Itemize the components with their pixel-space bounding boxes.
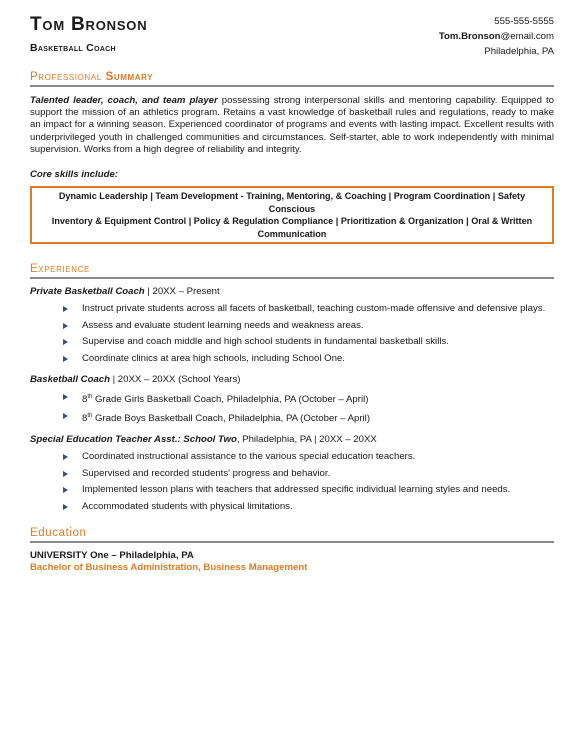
triangle-bullet-icon	[63, 339, 68, 345]
triangle-bullet-icon	[63, 394, 68, 400]
job-title: Private Basketball Coach	[30, 286, 145, 298]
email-address	[439, 29, 554, 44]
job-entry	[30, 434, 554, 513]
job-entry	[30, 286, 554, 365]
email-user: Tom.Bronson	[438, 31, 501, 42]
triangle-bullet-icon	[63, 487, 68, 493]
bullet-text: Coordinate clinics at area high schools, including School One.	[82, 352, 345, 364]
contact-block	[439, 14, 554, 59]
job-title: Special Education Teacher Asst.: School Two	[30, 434, 237, 446]
list-item	[30, 410, 554, 425]
section-divider	[30, 85, 554, 87]
location: Philadelphia, PA	[484, 46, 554, 57]
education-heading: Education	[30, 526, 87, 539]
job-bullets	[30, 391, 554, 426]
summary-lead: Talented leader, coach, and team player	[30, 95, 218, 106]
triangle-bullet-icon	[63, 454, 68, 460]
core-skills-line-2: Inventory & Equipment Control | Policy & Regulation Compliance | Prioritization & Organization | Oral & Written Communication	[51, 216, 533, 239]
bullet-text: Grade Girls Basketball Coach, Philadelphia, PA (October – April)	[92, 393, 369, 405]
email-domain: @email.com	[500, 31, 554, 42]
list-item	[30, 336, 554, 348]
section-divider	[30, 277, 554, 279]
summary-heading-bold: Summary	[105, 71, 154, 83]
grade-number: 8	[82, 393, 88, 405]
list-item	[30, 451, 554, 463]
candidate-name: Tom Bronson	[30, 14, 148, 35]
job-title-line	[30, 286, 554, 298]
job-bullets	[30, 451, 554, 513]
bullet-text: Assess and evaluate student learning needs and weakness areas.	[82, 319, 364, 331]
triangle-bullet-icon	[63, 413, 68, 419]
triangle-bullet-icon	[63, 323, 68, 329]
bullet-text: Grade Boys Basketball Coach, Philadelphia, PA (October – April)	[92, 413, 371, 425]
education-school: UNIVERSITY One – Philadelphia, PA	[30, 549, 194, 561]
job-entry	[30, 374, 554, 426]
resume-header	[30, 12, 554, 60]
summary-heading	[30, 71, 554, 83]
triangle-bullet-icon	[63, 471, 68, 477]
triangle-bullet-icon	[63, 504, 68, 510]
summary-body: possessing strong interpersonal skills and mentoring capability. Equipped to support the mission of an athletics program. Retains a vast knowledge of basketball rules and regulations, ready to make an impact for a winning season. Experienced coordinator of programs and events with lasting impact. Excellent results with underprivileged youth in challenged communities and circumstances. Self-starter, able to work independently with minimal supervision. Works from a high degree of reliability and integrity.	[30, 95, 554, 155]
bullet-text: Supervise and coach middle and high school students in fundamental basketball skills.	[82, 336, 449, 348]
section-divider	[30, 541, 554, 543]
job-title-line	[30, 434, 554, 446]
core-skills-line-1: Dynamic Leadership | Team Development - Training, Mentoring, & Coaching | Program Coordination | Safety Conscious	[58, 191, 526, 214]
job-title: Basketball Coach	[30, 373, 110, 385]
grade-suffix: th	[87, 393, 93, 400]
education-degree: Bachelor of Business Administration, Business Management	[30, 561, 308, 573]
bullet-text: Instruct private students across all facets of basketball, teaching custom-made offensive and defensive plays.	[82, 303, 546, 315]
list-item	[30, 501, 554, 513]
experience-heading: Experience	[30, 263, 90, 276]
list-item	[30, 320, 554, 332]
candidate-title: Basketball Coach	[30, 42, 116, 54]
core-skills-box	[30, 186, 554, 244]
job-title-line	[30, 374, 554, 386]
bullet-text: Supervised and recorded students' progress and behavior.	[82, 467, 331, 479]
job-dates: | 20XX – 20XX (School Years)	[109, 373, 241, 385]
triangle-bullet-icon	[63, 306, 68, 312]
bullet-text: Implemented lesson plans with teachers that addressed specific individual learning styles and needs.	[82, 484, 511, 496]
phone-number: 555-555-5555	[494, 16, 554, 27]
job-bullets	[30, 303, 554, 365]
list-item	[30, 484, 554, 496]
list-item	[30, 391, 554, 406]
summary-heading-pre: Professional	[30, 71, 106, 83]
grade-suffix: th	[87, 413, 93, 420]
summary-paragraph	[30, 95, 554, 156]
core-skills-heading: Core skills include:	[30, 169, 118, 181]
grade-number: 8	[82, 413, 88, 425]
list-item	[30, 353, 554, 365]
list-item	[30, 303, 554, 315]
job-dates: , Philadelphia, PA | 20XX – 20XX	[236, 434, 377, 446]
resume-page	[30, 12, 554, 574]
list-item	[30, 468, 554, 480]
bullet-text: Accommodated students with physical limitations.	[82, 500, 293, 512]
job-dates: | 20XX – Present	[144, 286, 220, 298]
bullet-text: Coordinated instructional assistance to the various special education teachers.	[82, 451, 416, 463]
triangle-bullet-icon	[63, 356, 68, 362]
